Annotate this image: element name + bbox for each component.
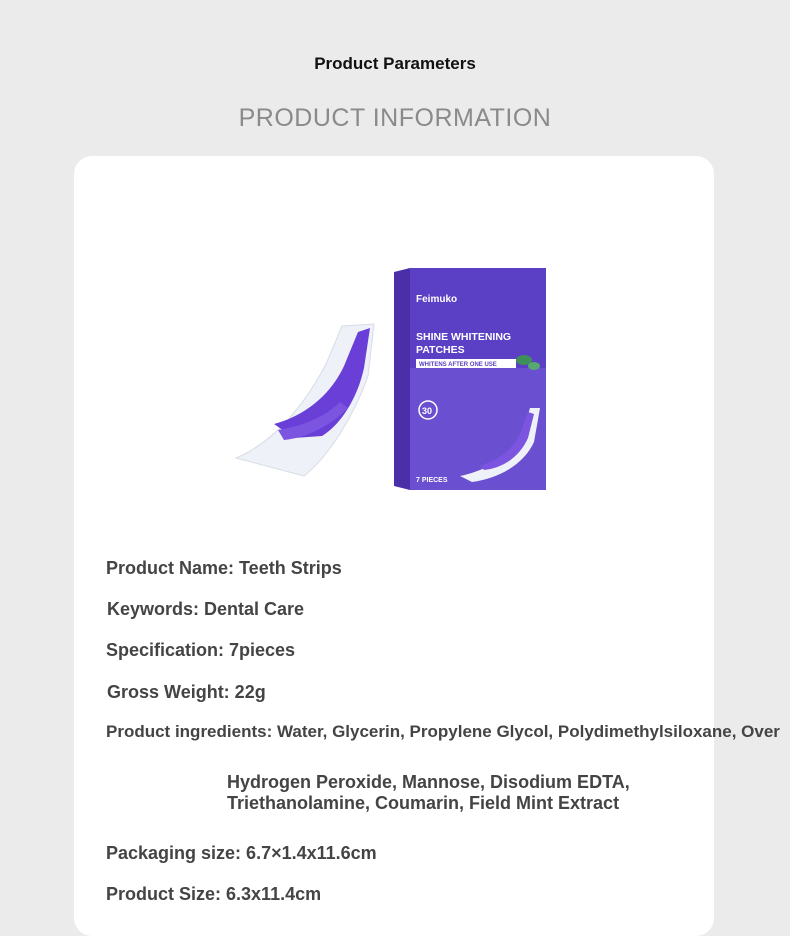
product-info-card: [74, 156, 714, 936]
box-line1: SHINE WHITENING: [416, 331, 512, 343]
badge-number: 30: [422, 406, 433, 416]
section-subtitle: PRODUCT INFORMATION: [238, 104, 552, 132]
ingredients-line-2: Hydrogen Peroxide, Mannose, Disodium EDTA,: [227, 772, 630, 792]
spec-gross-weight: Gross Weight: 22g: [107, 682, 266, 702]
spec-ingredients: Product ingredients: Water, Glycerin, Propylene Glycol, Polydimethylsiloxane, Over: [106, 722, 780, 741]
box-count: 7 PIECES: [416, 477, 448, 484]
ingredients-line-3: Triethanolamine, Coumarin, Field Mint Extract: [227, 793, 620, 813]
spec-product-name: Product Name: Teeth Strips: [106, 558, 342, 578]
box-brand: Feimuko: [416, 294, 458, 305]
box-tagline: WHITENS AFTER ONE USE: [419, 362, 497, 368]
spec-product-size: Product Size: 6.3x11.4cm: [106, 884, 322, 904]
spec-packaging-size: Packaging size: 6.7×1.4x11.6cm: [106, 843, 377, 863]
page-title: Product Parameters: [314, 54, 476, 73]
spec-specification: Specification: 7pieces: [106, 640, 296, 660]
box-line2: PATCHES: [416, 344, 465, 356]
spec-keywords: Keywords: Dental Care: [107, 599, 305, 619]
box-side: [394, 268, 410, 490]
product-image: [234, 256, 554, 506]
spec-ingredients-continued: [227, 772, 630, 814]
